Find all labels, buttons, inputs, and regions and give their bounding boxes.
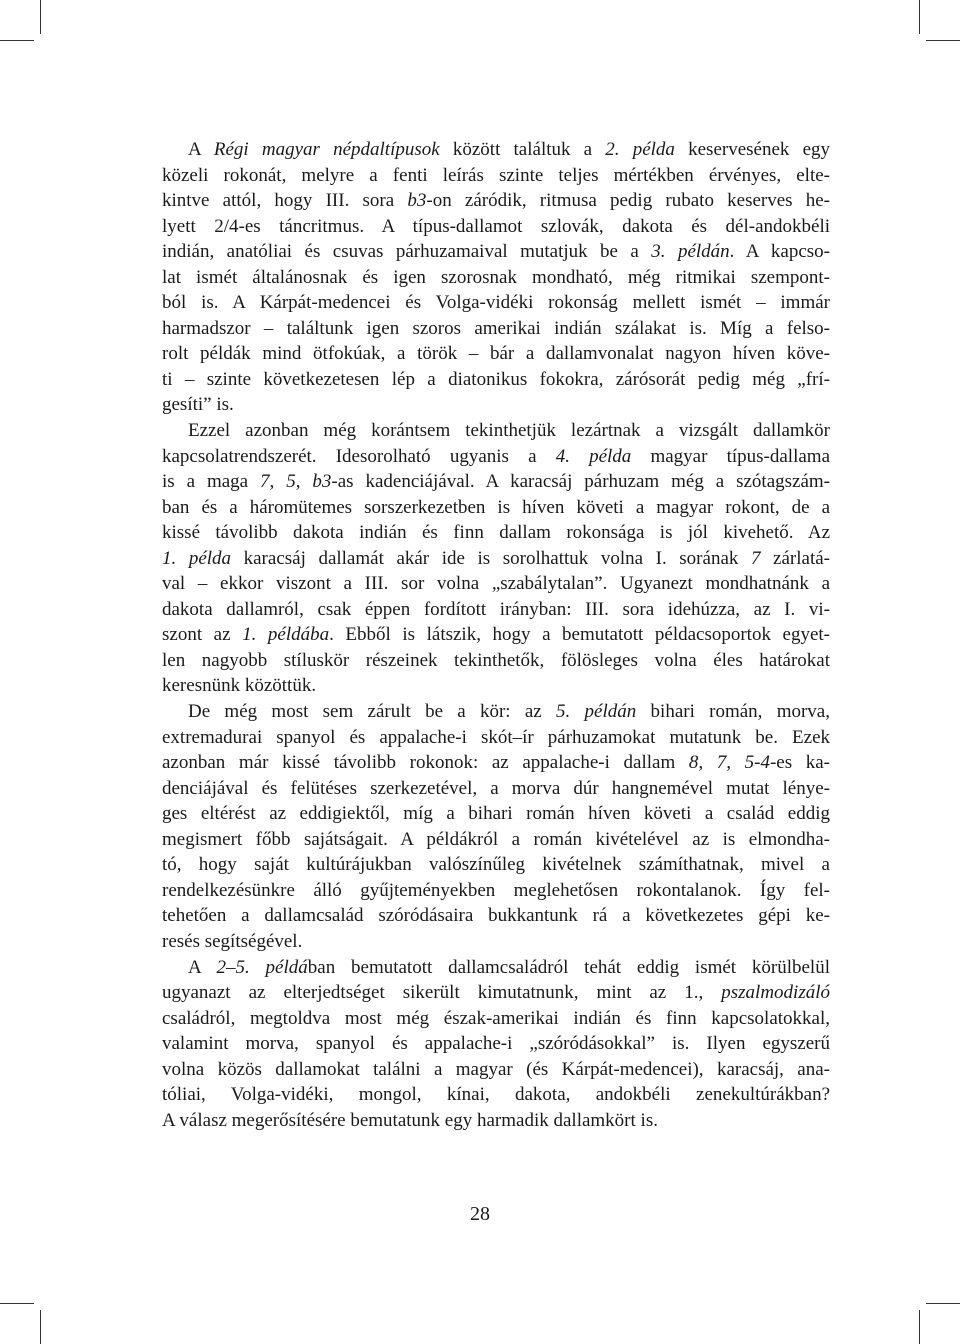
text-line — [162, 495, 830, 521]
text-line — [162, 418, 830, 444]
text-run: dakota dallamról, csak éppen fordított irányban: III. sora idehúzza, az I. vi- — [162, 598, 830, 620]
text-line — [162, 137, 830, 163]
text-line — [162, 1108, 830, 1134]
text-run: harmadszor – találtunk igen szoros amerikai indián szálakat is. Míg a felso- — [162, 317, 830, 339]
italic-run: 3. példán — [651, 241, 730, 263]
italic-run: 4. példa — [555, 445, 632, 467]
italic-run: 2–5. példá — [216, 956, 308, 978]
text-run: valamint morva, spanyol és appalache-i „szóródásokkal” is. Ilyen egyszerű — [162, 1033, 830, 1055]
text-run: keservesének egy — [674, 139, 831, 160]
text-line — [162, 469, 830, 495]
italic-run: 1. példába — [242, 624, 330, 646]
crop-mark-bottom-left — [40, 1310, 41, 1344]
text-run: karacsáj dallamát akár ide is sorolhattuk volna I. sorának — [231, 547, 751, 569]
text-line — [162, 980, 830, 1006]
text-run: is a maga — [162, 471, 261, 493]
text-run: extremadurai spanyol és appalache-i skót–ír párhuzamokat mutatunk be. Ezek — [162, 726, 830, 748]
text-run: gesíti” is. — [162, 394, 234, 416]
text-run: ugyanazt az elterjedtséget sikerült kimutatnunk, mint az 1., — [162, 982, 722, 1004]
text-run: A — [188, 139, 214, 160]
text-run: kapcsolatrendszerét. Idesorolható ugyanis a — [162, 445, 556, 467]
text-line — [162, 188, 830, 214]
text-run: A válasz megerősítésére bemutatunk egy harmadik dallamkört is. — [162, 1109, 658, 1131]
text-run: val – ekkor viszont a III. sor volna „szabálytalan”. Ugyanezt mondhatnánk a — [162, 573, 830, 595]
crop-mark-bottom-right — [919, 1310, 920, 1344]
text-run: ges eltérést az eddigiektől, míg a bihari román híven követi a család eddig — [162, 803, 830, 825]
text-run: azonban már kissé távolibb rokonok: az appalache-i dallam — [162, 752, 689, 774]
text-line — [162, 444, 830, 470]
text-run: indián, anatóliai és csuvas párhuzamaival mutatjuk be a — [162, 241, 652, 263]
italic-run: Régi magyar népdaltípusok — [213, 139, 440, 160]
text-line — [162, 750, 830, 776]
text-run: rendelkezésünkre álló gyűjteményekben meglehetősen rokontalanok. Így fel- — [162, 879, 830, 901]
text-line — [162, 648, 830, 674]
text-line — [162, 699, 830, 725]
text-run: . A kapcso- — [729, 241, 830, 263]
text-line — [162, 878, 830, 904]
text-run: kissé távolibb dakota indián és finn dallam rokonsága is jól kivehető. Az — [162, 522, 830, 544]
text-run: családról, megtoldva most még észak-amerikai indián és finn kapcsolatokkal, — [162, 1007, 830, 1029]
crop-mark-top-left — [40, 0, 41, 34]
italic-run: 8, 7, 5-4 — [688, 752, 770, 774]
text-line — [162, 214, 830, 240]
text-run: közeli rokonát, melyre a fenti leírás szinte teljes mértékben érvényes, elte- — [162, 164, 830, 186]
text-line — [162, 316, 830, 342]
crop-mark-top-right-h — [926, 40, 960, 41]
text-run: ban bemutatott dallamcsaládról tehát eddig ismét körülbelül — [307, 956, 830, 978]
text-run: . Ebből is látszik, hogy a bemutatott példacsoportok egyet- — [329, 624, 830, 646]
italic-run: 1. példa — [162, 547, 232, 569]
text-run: keresnünk közöttük. — [162, 675, 317, 697]
italic-run: pszalmodizáló — [721, 982, 830, 1004]
text-run: denciájával és felütéses szerkezetével, a morva dúr hangnemével mutat lénye- — [162, 777, 830, 799]
text-run: magyar típus-dallama — [631, 445, 831, 467]
text-line — [162, 955, 830, 981]
crop-mark-top-left-h — [0, 40, 34, 41]
text-run: között találtuk a — [439, 139, 606, 160]
text-run: -es ka- — [769, 752, 830, 774]
text-run: De még most sem zárult be a kör: az — [188, 701, 557, 723]
italic-run: 7, 5, b3 — [260, 471, 332, 493]
text-line — [162, 801, 830, 827]
italic-run: 2. példa — [605, 139, 675, 160]
text-run: ból is. A Kárpát-medencei és Volga-vidéki rokonság mellett ismét – immár — [162, 292, 830, 314]
text-run: resés segítségével. — [162, 930, 303, 952]
text-line — [162, 392, 830, 418]
text-line — [162, 903, 830, 929]
text-line — [162, 597, 830, 623]
text-line — [162, 571, 830, 597]
text-run: zárlatá- — [760, 547, 830, 569]
text-line — [162, 163, 830, 189]
italic-run: b3 — [407, 190, 427, 212]
text-line — [162, 827, 830, 853]
text-run: tóliai, Volga-vidéki, mongol, kínai, dakota, andokbéli zenekultúrákban? — [162, 1084, 830, 1106]
crop-mark-bottom-left-h — [0, 1303, 34, 1304]
page-number: 28 — [470, 1203, 490, 1225]
text-run: Ezzel azonban még korántsem tekinthetjük lezártnak a vizsgált dallamkör — [188, 420, 830, 442]
text-line — [162, 673, 830, 699]
text-line — [162, 622, 830, 648]
text-run: -as kadenciájával. A karacsáj párhuzam még a szótagszám- — [331, 471, 831, 493]
text-run: bihari román, morva, — [636, 701, 830, 723]
text-run: ti – szinte következetesen lép a diatonikus fokokra, zárósorát pedig még „frí- — [162, 368, 830, 390]
text-run: lyett 2/4-es táncritmus. A típus-dallamot szlovák, dakota és dél-andokbéli — [162, 215, 830, 237]
text-line — [162, 852, 830, 878]
text-run: rolt példák mind ötfokúak, a török – bár a dallamvonalat nagyon híven köve- — [162, 343, 830, 365]
text-line — [162, 1031, 830, 1057]
text-line — [162, 290, 830, 316]
italic-run: 7 — [750, 547, 761, 569]
text-run: A — [188, 956, 217, 978]
text-line — [162, 776, 830, 802]
text-run: len nagyobb stíluskör részeinek tekinthetők, fölösleges volna éles határokat — [162, 649, 830, 671]
text-run: kintve attól, hogy III. sora — [162, 190, 408, 212]
text-run: ban és a háromütemes sorszerkezetben is híven követi a magyar rokont, de a — [162, 496, 830, 518]
text-run: -on záródik, ritmusa pedig rubato keserves he- — [426, 190, 830, 212]
text-line — [162, 1082, 830, 1108]
text-run: tehetően a dallamcsalád szóródásaira bukkantunk rá a következetes gépi ke- — [162, 905, 830, 927]
text-run: volna közös dallamokat találni a magyar (és Kárpát-medencei), karacsáj, ana- — [162, 1058, 830, 1080]
text-line — [162, 239, 830, 265]
text-run: lat ismét általánosnak és igen szorosnak mondható, még ritmikai szempont- — [162, 266, 830, 288]
crop-mark-bottom-right-h — [926, 1303, 960, 1304]
text-line — [162, 265, 830, 291]
text-run: szont az — [162, 624, 243, 646]
italic-run: 5. példán — [556, 701, 637, 723]
text-line — [162, 341, 830, 367]
text-line — [162, 520, 830, 546]
text-line — [162, 367, 830, 393]
text-line — [162, 1006, 830, 1032]
crop-mark-top-right — [919, 0, 920, 34]
text-line — [162, 725, 830, 751]
text-line — [162, 546, 830, 572]
text-line — [162, 929, 830, 955]
text-line — [162, 1057, 830, 1083]
body-text — [162, 137, 830, 1133]
text-run: megismert főbb sajátságait. A példákról a román kivételével az is elmondha- — [162, 828, 830, 850]
text-run: tó, hogy saját kultúrájukban valószínűleg kivételnek számíthatnak, mivel a — [162, 854, 830, 876]
